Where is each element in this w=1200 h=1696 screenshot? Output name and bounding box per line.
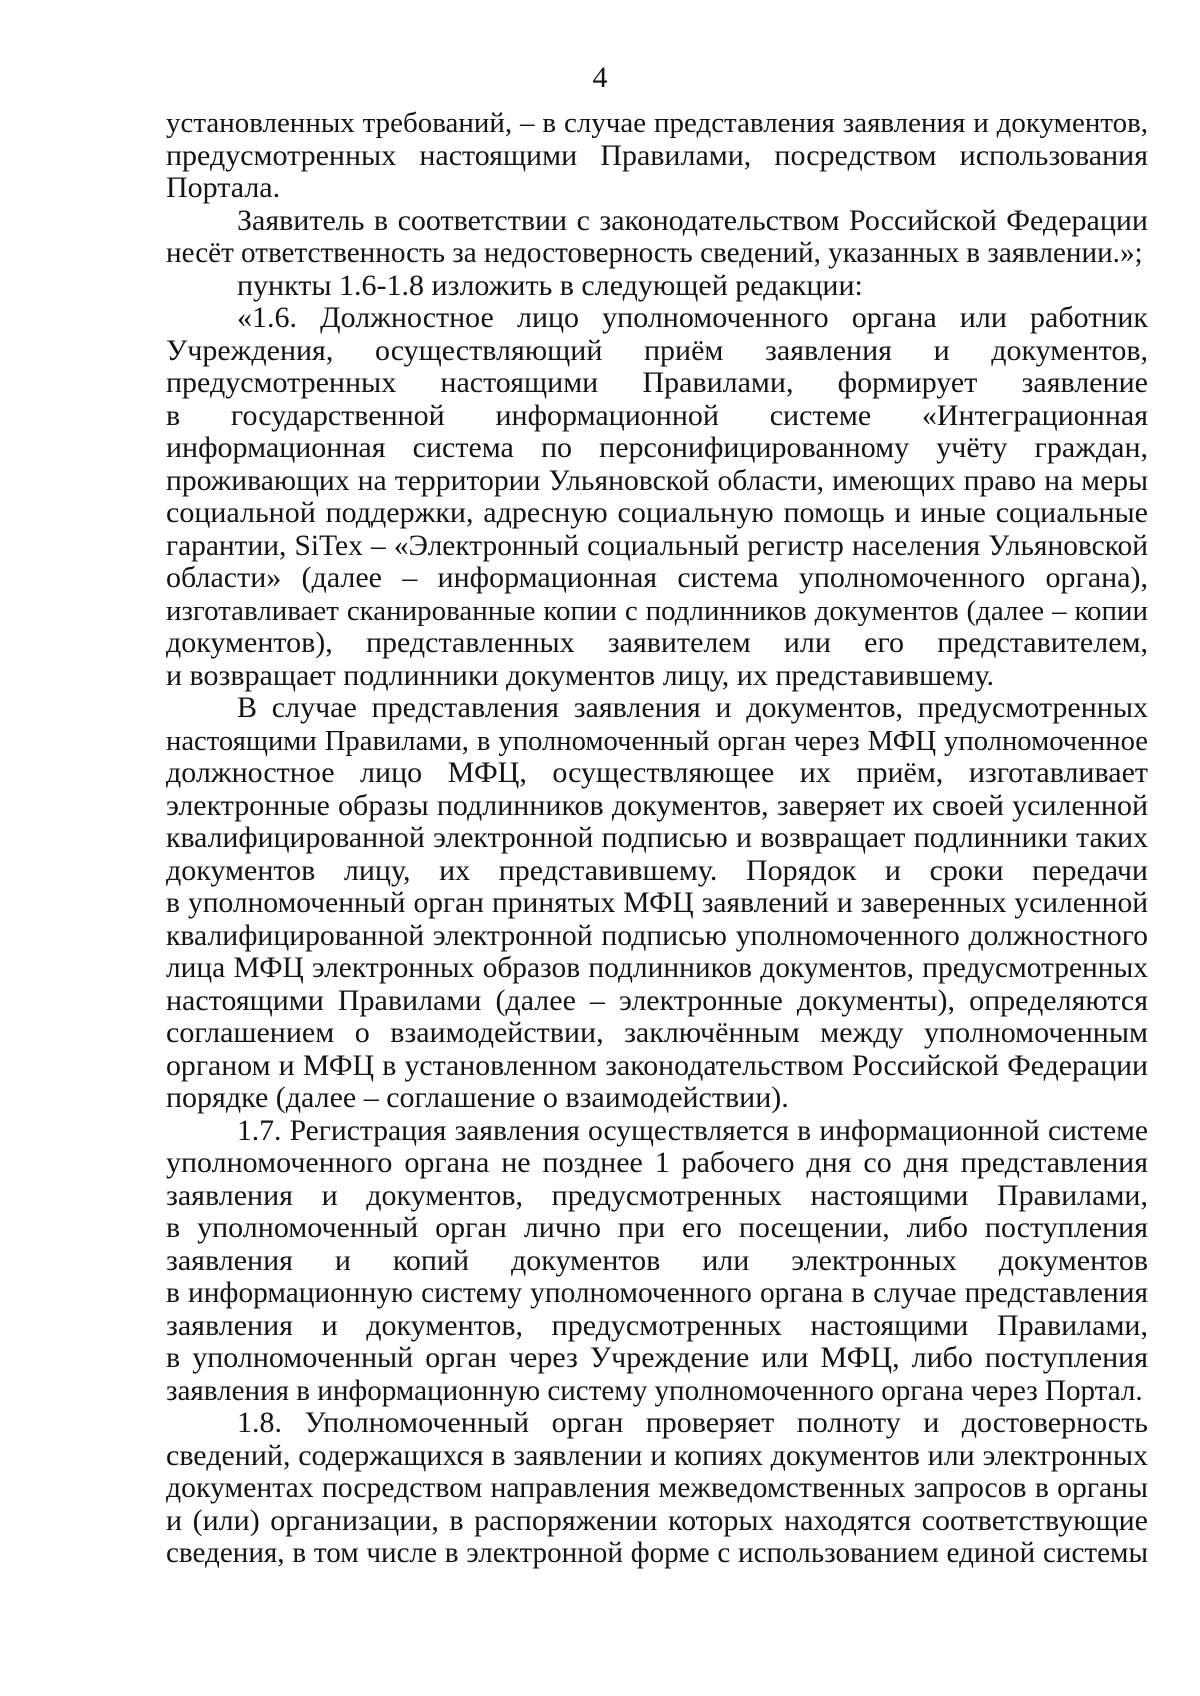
text-line: гарантии, SiTex – «Электронный социальный регистр населения Ульяновской: [166, 529, 1148, 562]
text-line: квалифицированной электронной подписью и возвращает подлинники таких: [166, 821, 1148, 854]
page-body: [166, 107, 1148, 1570]
text-line: проживающих на территории Ульяновской области, имеющих право на меры: [166, 464, 1148, 497]
text-line: и (или) организации, в распоряжении которых находятся соответствующие: [166, 1503, 1148, 1537]
text-line: в уполномоченный орган лично при его посещении, либо поступления: [166, 1211, 1148, 1244]
text-line: органом и МФЦ в установленном законодательством Российской Федерации: [166, 1048, 1148, 1082]
text-line: в уполномоченный орган принятых МФЦ заявлений и заверенных усиленной: [166, 887, 1148, 919]
text-line: Портала.: [166, 171, 281, 204]
text-line: настоящими Правилами, в уполномоченный орган через МФЦ уполномоченное: [166, 724, 1148, 757]
text-line: документах посредством направления межведомственных запросов в органы: [166, 1472, 1148, 1504]
text-line: уполномоченного органа не позднее 1 рабочего дня со дня представления: [166, 1146, 1148, 1179]
text-line: лица МФЦ электронных образов подлинников документов, предусмотренных: [166, 952, 1148, 984]
text-line: сведения, в том числе в электронной форме с использованием единой системы: [166, 1537, 1148, 1569]
text-line: в уполномоченный орган через Учреждение или МФЦ, либо поступления: [166, 1341, 1148, 1374]
text-line: В случае представления заявления и документов, предусмотренных: [237, 691, 1148, 724]
text-line: и возвращает подлинники документов лицу, их представившему.: [166, 658, 994, 692]
text-line: социальной поддержки, адресную социальную помощь и иные социальные: [166, 496, 1148, 529]
text-line: электронные образы подлинников документов, заверяет их своей усиленной: [166, 788, 1148, 822]
text-line: предусмотренных настоящими Правилами, посредством использования: [166, 138, 1148, 172]
text-line: изготавливает сканированные копии с подлинников документов (далее – копии: [166, 594, 1148, 627]
text-line: в государственной информационной системе «Интеграционная: [166, 398, 1148, 432]
text-line: установленных требований, – в случае представления заявления и документов,: [166, 107, 1148, 139]
text-line: Учреждения, осуществляющий приём заявления и документов,: [166, 333, 1148, 367]
text-line: 1.8. Уполномоченный орган проверяет полноту и достоверность: [237, 1406, 1148, 1439]
text-line: области» (далее – информационная система уполномоченного органа),: [166, 561, 1148, 594]
text-line: сведений, содержащихся в заявлении и копиях документов или электронных: [166, 1438, 1148, 1472]
text-line: в информационную систему уполномоченного органа в случае представления: [166, 1277, 1148, 1309]
text-line: пункты 1.6-1.8 изложить в следующей редакции:: [237, 268, 863, 302]
page-number: 4: [592, 61, 608, 94]
text-line: квалифицированной электронной подписью уполномоченного должностного: [166, 919, 1148, 952]
text-line: несёт ответственность за недостоверность сведений, указанных в заявлении.»;: [166, 237, 1143, 269]
text-line: заявления в информационную систему уполномоченного органа через Портал.: [166, 1374, 1143, 1407]
text-line: порядке (далее – соглашение о взаимодействии).: [166, 1081, 789, 1114]
text-line: Заявитель в соответствии с законодательством Российской Федерации: [237, 203, 1148, 237]
text-line: предусмотренных настоящими Правилами, формирует заявление: [166, 366, 1148, 399]
text-line: соглашением о взаимодействии, заключённым между уполномоченным: [166, 1016, 1148, 1049]
text-line: заявления и документов, предусмотренных настоящими Правилами,: [166, 1178, 1148, 1212]
text-line: документов), представленных заявителем или его представителем,: [166, 626, 1148, 659]
text-line: информационная система по персонифицированному учёту граждан,: [166, 431, 1148, 464]
text-line: настоящими Правилами (далее – электронные документы), определяются: [166, 983, 1148, 1017]
text-line: «1.6. Должностное лицо уполномоченного органа или работник: [237, 301, 1148, 334]
text-line: 1.7. Регистрация заявления осуществляется в информационной системе: [237, 1114, 1148, 1147]
text-line: заявления и документов, предусмотренных настоящими Правилами,: [166, 1308, 1148, 1342]
text-line: должностное лицо МФЦ, осуществляющее их приём, изготавливает: [166, 756, 1148, 789]
text-line: документов лицу, их представившему. Порядок и сроки передачи: [166, 853, 1148, 887]
text-line: заявления и копий документов или электронных документов: [166, 1243, 1148, 1277]
